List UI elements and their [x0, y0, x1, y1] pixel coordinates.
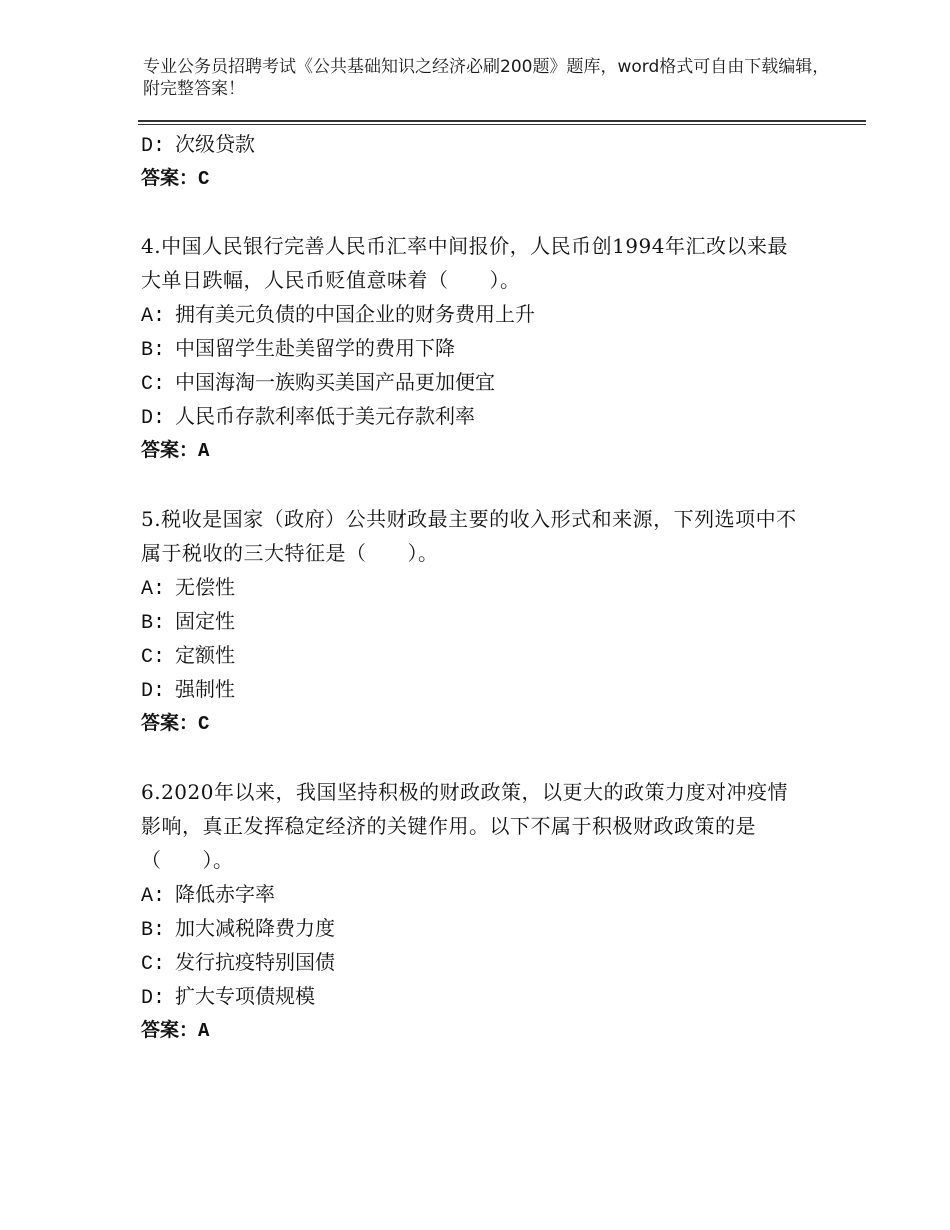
question-6-option-d [141, 979, 315, 1016]
question-6-option-a [141, 877, 275, 914]
option-key: A: [141, 885, 166, 908]
question-6-answer [141, 1013, 209, 1048]
question-5-option-c [141, 638, 235, 675]
option-key: C: [141, 953, 166, 976]
question-4-option-b [141, 331, 455, 368]
answer-label: 答案： [141, 712, 199, 734]
question-6-stem: 6.2020年以来，我国坚持积极的财政政策，以更大的政策力度对冲疫情影响，真正发挥稳定经济的关键作用。以下不属于积极财政政策的是（ ）。 [141, 780, 788, 872]
carryover-answer [141, 161, 209, 196]
option-key: D: [141, 407, 166, 430]
question-6-option-b [141, 911, 335, 948]
question-4-option-d [141, 399, 475, 436]
question-5-stem: 5.税收是国家（政府）公共财政最主要的收入形式和来源，下列选项中不属于税收的三大特征是（ ）。 [141, 507, 797, 565]
option-text: 中国海淘一族购买美国产品更加便宜 [175, 370, 495, 394]
option-key: B: [141, 339, 166, 362]
option-key: D: [141, 680, 166, 703]
answer-value: A [198, 440, 210, 462]
option-key: D: [141, 987, 166, 1010]
option-text: 定额性 [175, 643, 235, 667]
option-text: 无偿性 [175, 575, 235, 599]
answer-label: 答案： [141, 1019, 199, 1041]
option-key: C: [141, 646, 166, 669]
option-text: 强制性 [175, 677, 235, 701]
question-6-option-c [141, 945, 335, 982]
option-key: A: [141, 305, 166, 328]
option-text: 发行抗疫特别国债 [175, 950, 335, 974]
page-header: 专业公务员招聘考试《公共基础知识之经济必刷200题》题库，word格式可自由下载编辑，附完整答案！ [143, 57, 830, 99]
option-text: 中国留学生赴美留学的费用下降 [175, 336, 455, 360]
option-text: 次级贷款 [175, 132, 255, 156]
carryover-option-d [141, 127, 255, 164]
question-4-option-c [141, 365, 495, 402]
answer-value: C [198, 168, 210, 190]
question-5-answer [141, 706, 209, 741]
option-key: A: [141, 578, 166, 601]
option-text: 扩大专项债规模 [175, 984, 315, 1008]
question-5-option-b [141, 604, 235, 641]
option-key: B: [141, 919, 166, 942]
option-key: D: [141, 135, 166, 158]
answer-value: A [198, 1020, 210, 1042]
question-4-answer [141, 433, 209, 468]
option-text: 固定性 [175, 609, 235, 633]
option-key: C: [141, 373, 166, 396]
question-4-stem: 4.中国人民银行完善人民币汇率中间报价，人民币创1994年汇改以来最大单日跌幅，人民币贬值意味着（ ）。 [141, 234, 788, 292]
option-text: 人民币存款利率低于美元存款利率 [175, 404, 475, 428]
header-rule-thin [138, 124, 866, 125]
question-5-option-a [141, 570, 235, 607]
question-5-option-d [141, 672, 235, 709]
question-4-option-a [141, 297, 535, 334]
option-text: 拥有美元负债的中国企业的财务费用上升 [175, 302, 535, 326]
answer-value: C [198, 713, 210, 735]
header-rule-thick [138, 120, 866, 122]
option-text: 降低赤字率 [175, 882, 275, 906]
option-text: 加大减税降费力度 [175, 916, 335, 940]
option-key: B: [141, 612, 166, 635]
answer-label: 答案： [141, 167, 199, 189]
answer-label: 答案： [141, 439, 199, 461]
